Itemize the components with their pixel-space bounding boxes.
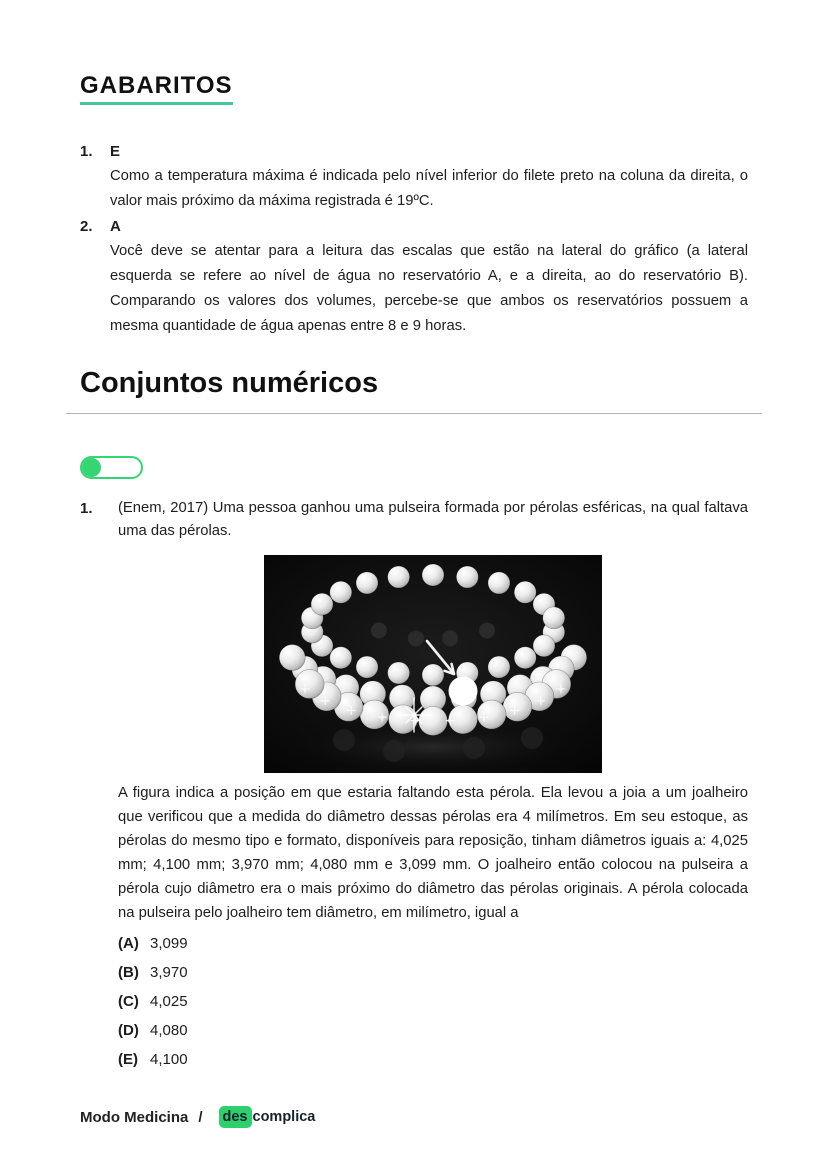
- section-title: Conjuntos numéricos: [80, 367, 379, 399]
- gabaritos-heading-wrap: [80, 72, 748, 105]
- descomplica-logo-text: complica: [252, 1109, 316, 1125]
- option-label: (B): [118, 964, 139, 981]
- descomplica-logo-badge: des: [219, 1106, 252, 1128]
- missing-pearl-marker: [449, 677, 478, 706]
- option-d: [118, 1022, 748, 1039]
- answer-explanation: Como a temperatura máxima é indicada pelo nível inferior do filete preto na coluna da direita, o valor mais próximo da máxima registrada é 19ºC.: [110, 168, 748, 209]
- question-body: A figura indica a posição em que estaria faltando esta pérola. Ela levou a joia a um joalheiro que verificou que a medida do diâmetro dessas pérolas era 4 milímetros. Em seu estoque, as pérolas do mesmo tipo e formato, disponíveis para reposição, tinham diâmetros iguais a: 4,025 mm; 4,100 mm; 3,970 mm; 4,080 mm e 3,099 mm. O joalheiro então colocou na pulseira a pérola cujo diâmetro era o mais próximo do diâmetro das pérolas originais. A pérola colocada na pulseira pelo joalheiro tem diâmetro, em milímetro, igual a: [118, 785, 748, 921]
- option-label: (E): [118, 1051, 138, 1068]
- question-intro: (Enem, 2017) Uma pessoa ganhou uma pulseira formada por pérolas esféricas, na qual faltava uma das pérolas.: [118, 500, 748, 539]
- option-value: 3,970: [150, 964, 188, 981]
- bracelet-figure: [264, 555, 602, 773]
- option-a: [118, 935, 748, 952]
- option-c: [118, 993, 748, 1010]
- option-value: 4,025: [150, 993, 188, 1010]
- option-label: (C): [118, 993, 139, 1010]
- bracelet-photo: [264, 555, 602, 773]
- option-value: 4,080: [150, 1022, 188, 1039]
- answer-explanation: Você deve se atentar para a leitura das escalas que estão na lateral do gráfico (a lateral esquerda se refere ao nível de água no reservatório A, e a direita, ao do reservatório B). Comparando os valores dos volumes, percebe-se que ambos os reservatórios possuem a mesma quantidade de água apenas entre 8 e 9 horas.: [110, 243, 748, 334]
- options-list: [118, 935, 748, 1068]
- option-value: 3,099: [150, 935, 188, 952]
- answer-item-number: 2.: [80, 218, 93, 235]
- answer-letter: E: [110, 143, 121, 160]
- answer-key-item: [80, 214, 748, 339]
- option-label: (A): [118, 935, 139, 952]
- footer-brand: Modo Medicina: [80, 1108, 189, 1126]
- question-block: [80, 497, 748, 1080]
- question-number: 1.: [80, 500, 93, 517]
- option-b: [118, 964, 748, 981]
- footer-separator: /: [198, 1108, 203, 1126]
- option-e: [118, 1051, 748, 1068]
- gabaritos-title: GABARITOS: [80, 72, 233, 105]
- descomplica-logo: [219, 1106, 316, 1128]
- option-value: 4,100: [150, 1051, 188, 1068]
- answer-key-list: [80, 139, 748, 339]
- page-footer: [80, 1106, 748, 1128]
- section-divider: [66, 413, 762, 414]
- answer-item-number: 1.: [80, 143, 93, 160]
- toggle-knob-icon: [82, 458, 101, 477]
- section-toggle[interactable]: [80, 456, 143, 479]
- answer-key-item: [80, 139, 748, 214]
- option-label: (D): [118, 1022, 139, 1039]
- answer-letter: A: [110, 218, 121, 235]
